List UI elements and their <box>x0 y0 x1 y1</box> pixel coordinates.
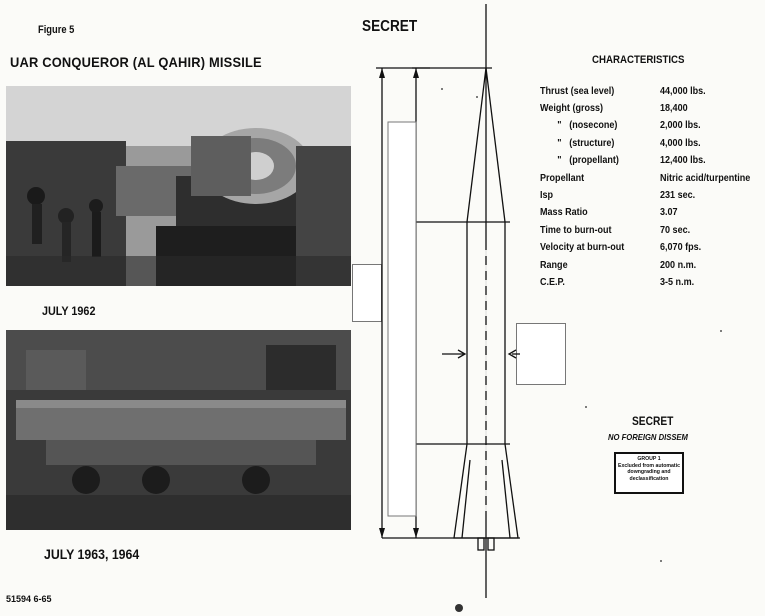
scan-speck <box>441 88 443 90</box>
characteristic-row <box>540 82 764 99</box>
characteristic-label <box>540 224 643 236</box>
characteristic-row <box>540 239 764 256</box>
characteristic-value: 2,000 lbs. <box>660 119 701 132</box>
characteristic-label <box>540 172 643 184</box>
redaction-bar-diagram <box>388 122 416 516</box>
ditto-mark: " <box>557 119 562 132</box>
characteristic-row <box>540 134 764 151</box>
characteristic-label-text: Weight (gross) <box>540 102 604 115</box>
characteristic-label <box>540 259 643 271</box>
characteristic-value: 4,000 lbs. <box>660 136 701 149</box>
scan-speck <box>476 96 478 98</box>
document-number: 51594 6-65 <box>6 594 52 604</box>
group-text: Excluded from automatic downgrading and declassification <box>618 462 680 482</box>
classification-marking-top: SECRET <box>362 18 418 35</box>
characteristic-value: 200 n.m. <box>660 258 697 271</box>
characteristic-value: 6,070 fps. <box>660 241 702 254</box>
photo-caption-1962: JULY 1962 <box>42 304 96 318</box>
characteristic-label-text: C.E.P. <box>540 275 565 288</box>
characteristic-label-text: (nosecone) <box>569 119 618 132</box>
characteristic-label <box>540 276 643 288</box>
characteristic-label-text: Thrust (sea level) <box>540 84 615 97</box>
characteristic-value: 70 sec. <box>660 223 691 236</box>
photo-july-1962 <box>6 86 351 286</box>
scan-speck <box>585 406 587 408</box>
characteristic-value: 12,400 lbs. <box>660 154 706 167</box>
characteristic-row <box>540 256 764 273</box>
photo-caption-1963-1964: JULY 1963, 1964 <box>44 546 140 562</box>
characteristic-value: Nitric acid/turpentine <box>660 171 751 184</box>
group-title: GROUP 1 <box>637 456 661 462</box>
characteristic-label-text: (structure) <box>569 136 615 149</box>
characteristic-label <box>540 189 643 201</box>
characteristic-row <box>540 273 764 290</box>
figure-label: Figure 5 <box>38 24 75 36</box>
classification-marking-bottom: SECRET <box>632 414 674 428</box>
group-classification-box <box>614 452 684 494</box>
characteristic-value: 44,000 lbs. <box>660 84 706 97</box>
scan-speck <box>660 560 662 562</box>
characteristic-label-text: Velocity at burn-out <box>540 241 625 254</box>
document-title: UAR CONQUEROR (AL QAHIR) MISSILE <box>10 54 262 70</box>
characteristic-label <box>540 206 643 218</box>
characteristic-label-text: Mass Ratio <box>540 206 588 219</box>
photo-july-1963-1964 <box>6 330 351 530</box>
characteristic-row <box>540 99 764 116</box>
characteristic-label <box>540 154 643 166</box>
characteristic-row <box>540 204 764 221</box>
characteristics-table <box>540 82 764 291</box>
characteristic-label <box>540 241 643 253</box>
characteristic-label <box>540 102 643 114</box>
characteristic-row <box>540 169 764 186</box>
characteristic-value: 3.07 <box>660 206 678 219</box>
characteristics-heading: CHARACTERISTICS <box>592 54 685 66</box>
crowd-parade-photo <box>6 86 351 286</box>
characteristic-label <box>540 85 643 97</box>
dissemination-control: NO FOREIGN DISSEM <box>608 432 688 442</box>
scan-speck <box>720 330 722 332</box>
characteristic-value: 3-5 n.m. <box>660 275 695 288</box>
missile-trailer-photo <box>6 330 351 530</box>
characteristic-value: 231 sec. <box>660 189 696 202</box>
characteristic-label-text: Propellant <box>540 171 585 184</box>
characteristic-row <box>540 221 764 238</box>
missile-schematic-diagram <box>370 0 540 616</box>
characteristic-row <box>540 117 764 134</box>
characteristic-label-text: Range <box>540 258 568 271</box>
ditto-mark: " <box>557 154 562 167</box>
ditto-mark: " <box>557 136 562 149</box>
characteristic-label-text: (propellant) <box>569 154 619 167</box>
characteristic-label-text: Isp <box>540 189 554 202</box>
characteristic-value: 18,400 <box>660 102 688 115</box>
scan-speck <box>455 604 463 612</box>
characteristic-row <box>540 186 764 203</box>
characteristic-label <box>540 137 643 149</box>
characteristic-label <box>540 119 643 131</box>
characteristic-label-text: Time to burn-out <box>540 223 612 236</box>
characteristic-row <box>540 152 764 169</box>
